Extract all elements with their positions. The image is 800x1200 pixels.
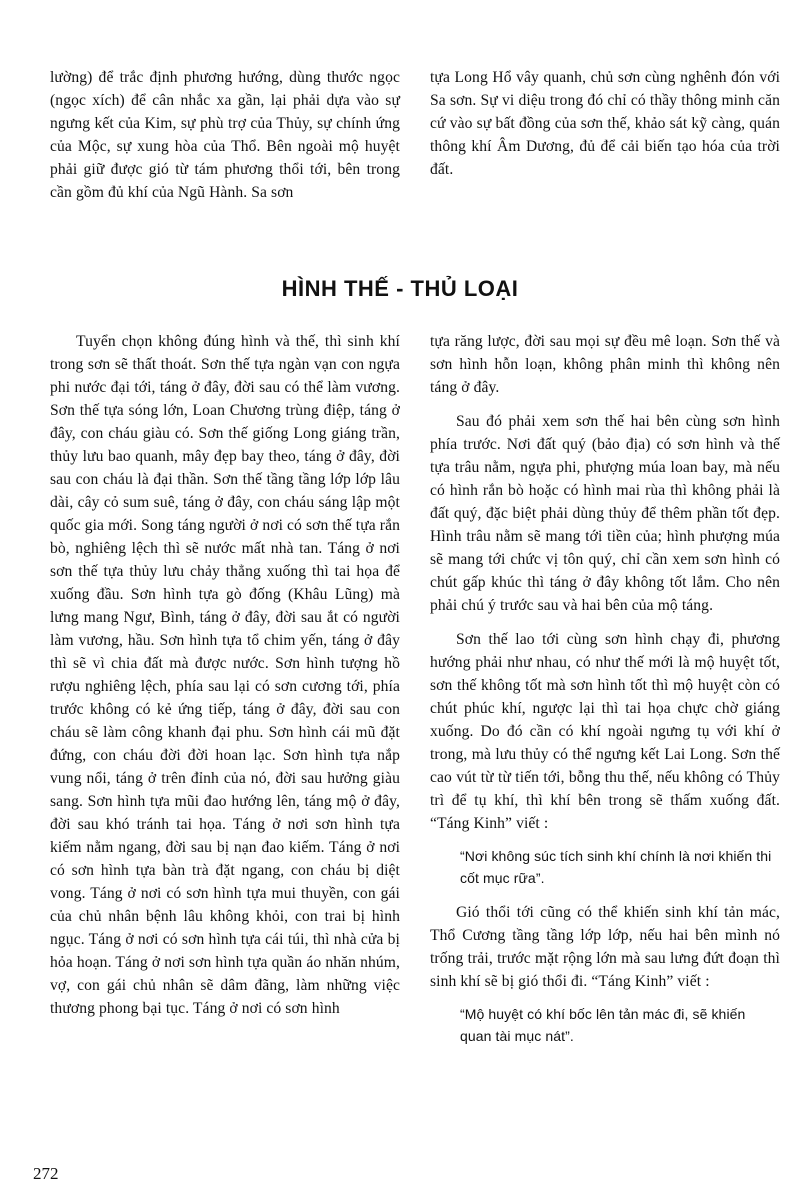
main-right-paragraph-2: Sau đó phải xem sơn thế hai bên cùng sơn hình phía trước. Nơi đất quý (bảo địa) có sơn hình và thế tựa trâu nằm, ngựa phi, phượng múa loan bay, mà nếu có hình rắn bò hoặc có hình mai rùa thì không phải là đất quý, đặc biệt phải dùng thủy để thêm phần tốt đẹp. Hình trâu nằm sẽ mang tới tiền của; hình phượng múa sẽ mang tới chức vị tôn quý, chỉ cần xem sơn hình có chút gấp khúc thì táng ở đây không tốt lắm. Cho nên phải chú ý trước sau và hai bên của mộ táng. <box>430 413 780 614</box>
page-number: 272 <box>33 1164 59 1183</box>
top-right-column <box>430 66 780 181</box>
main-left-paragraph: Tuyển chọn không đúng hình và thế, thì sinh khí trong sơn sẽ thất thoát. Sơn thế tựa ngàn vạn con ngựa phi nước đại tới, táng ở đây, đời sau có thể làm vương. Sơn thế tựa sóng lớn, Loan Chương trùng điệp, táng ở đây, con cháu giàu có. Sơn thế giống Long giáng trần, thủy lưu bao quanh, mây đẹp bay theo, táng ở đây, đời sau con cháu là đại thần. Sơn thế tầng tầng lớp lớp lâu dài, cây cỏ sum suê, táng ở đây, con cháu sáng lập một quốc gia mới. Song táng người ở nơi có sơn thế tựa rắn bò, nghiêng lệch thì sẽ nước mất nhà tan. Táng ở nơi sơn thế tựa thủy lưu chảy thẳng xuống thì tai họa để xuống đầu. Sơn hình tựa gò đống (Khâu Lũng) mà lưng mang Ngư, Bình, táng ở đây, đời sau ắt có người làm vương, hầu. Sơn hình tựa tổ chim yến, táng ở đây thì sẽ vì chia đất mà được nước. Sơn hình tượng hồ rượu nghiêng lệch, phía sau lại có sơn cương tới, phía trước không có kẻ ứng tiếp, táng ở đây, đời sau con cháu sẽ làm công khanh đại phu. Sơn hình cái mũ đặt đứng, con cháu đời đời hoan lạc. Sơn hình tựa nắp vung nổi, táng ở trên đỉnh của nó, đời sau hưởng giàu sang. Sơn hình tựa mũi đao hướng lên, táng mộ ở đây, đời sau khó tránh tai họa. Táng ở nơi sơn hình tựa kiếm nằm ngang, đời sau bị nạn đao kiếm. Táng ở nơi có sơn hình tựa bàn trà đặt ngang, con cháu bị diệt vong. Táng ở nơi có sơn hình tựa mui thuyền, con gái của chủ nhân bệnh lâu không khỏi, con trai bị hình ngục. Táng ở nơi có sơn hình tựa cái túi, thì nhà cửa bị hỏa hoạn. Táng ở nơi sơn hình tựa quần áo nhăn nhúm, vợ, con gái chủ nhân sẽ dâm đãng, làm những việc thương phong bại tục. Táng ở nơi có sơn hình <box>50 333 400 1017</box>
quote-1: “Nơi không súc tích sinh khí chính là nơi khiến thi cốt mục rữa”. <box>460 848 772 886</box>
section-title: HÌNH THẾ - THỦ LOẠI <box>281 276 519 301</box>
top-right-paragraph: tựa Long Hổ vây quanh, chủ sơn cùng nghênh đón với Sa sơn. Sự vi diệu trong đó chỉ có thầy thông minh căn cứ vào sự bất đồng của sơn thế, khảo sát kỹ càng, quán thông khí Âm Dương, đủ để cải biến tạo hóa của trời đất. <box>430 69 780 178</box>
top-left-paragraph: lường) để trắc định phương hướng, dùng thước ngọc (ngọc xích) để cân nhắc xa gần, lại phải dựa vào sự ngưng kết của Kim, sự phù trợ của Thủy, sự chính ứng của Mộc, sự xung hòa của Thổ. Bên ngoài mộ huyệt phải giữ được gió từ tám phương thổi tới, bên trong cần gồm đủ khí của Ngũ Hành. Sa sơn <box>50 69 400 201</box>
main-right-paragraph-3: Sơn thế lao tới cùng sơn hình chạy đi, phương hướng phải như nhau, có như thế mới là mộ huyệt tốt, sơn thế không tốt mà sơn hình tốt thì mộ huyệt còn có chút phúc khí, ngược lại thì tai họa chực chờ giáng xuống. Do đó cần có khí ngoài ngưng tụ với khí ở trong, mà lưu thủy có thể ngưng kết Lai Long. Sơn thế cao vút từ từ tiến tới, bỗng thu thế, nếu không có Thủy trì để tụ khí, thì khí bên trong sẽ thấm xuống đất. “Táng Kinh” viết : <box>430 631 780 832</box>
main-right-paragraph-4: Gió thổi tới cũng có thể khiến sinh khí tản mác, Thổ Cương tầng tầng lớp lớp, nếu hai bên mình nó trống trải, trước mặt rộng lớn mà sau lưng đứt đoạn thì sinh khí sẽ bị gió thổi đi. “Táng Kinh” viết : <box>430 904 780 990</box>
main-right-column <box>430 330 780 1059</box>
top-left-column <box>50 66 400 204</box>
quote-2: “Mộ huyệt có khí bốc lên tản mác đi, sẽ khiến quan tài mục nát”. <box>460 1006 746 1044</box>
main-left-column <box>50 330 400 1020</box>
main-right-paragraph-1: tựa răng lược, đời sau mọi sự đều mê loạn. Sơn thế và sơn hình hỗn loạn, không phân minh thì không nên táng ở đây. <box>430 333 780 396</box>
